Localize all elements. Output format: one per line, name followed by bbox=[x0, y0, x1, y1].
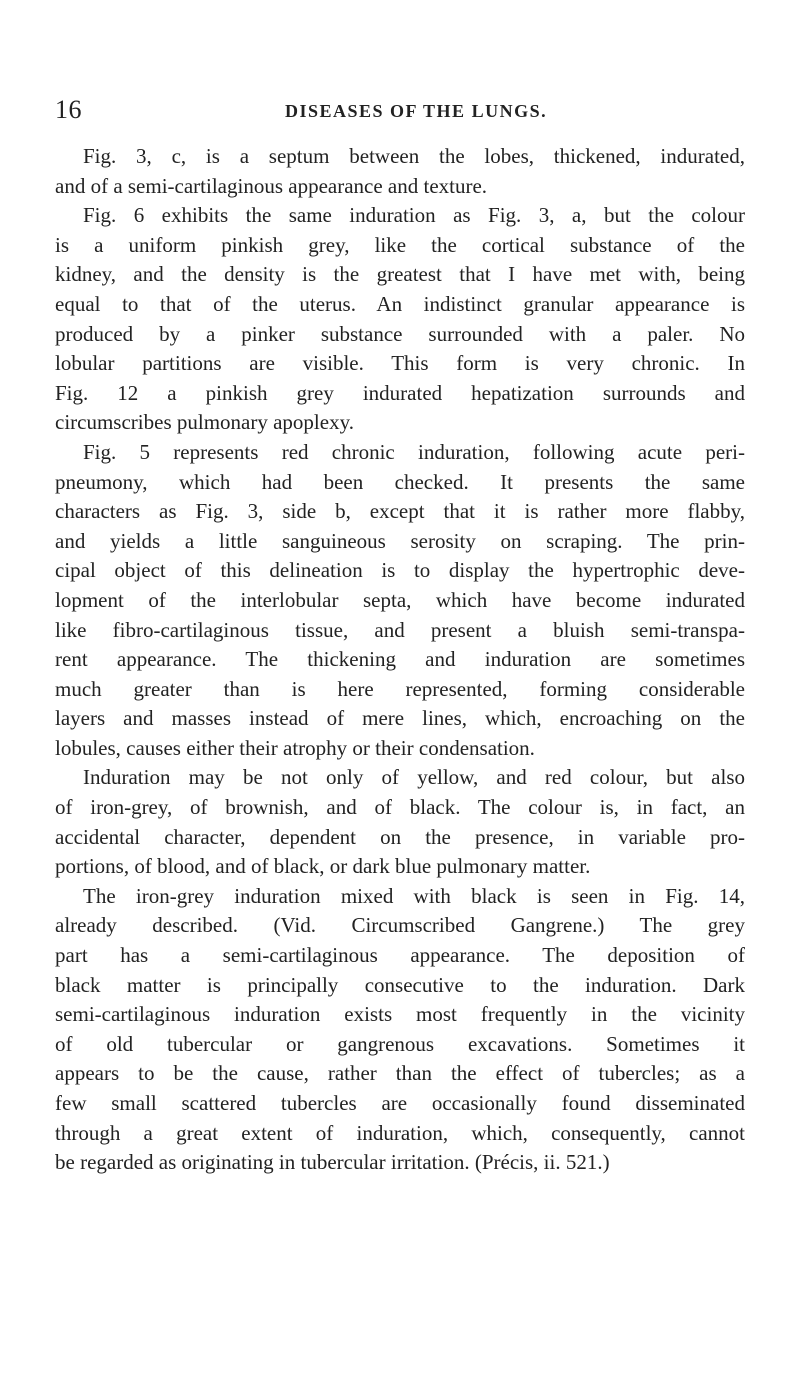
text-line: and of a semi-cartilaginous appearance and texture. bbox=[55, 173, 488, 198]
text-line: lopment of the interlobular septa, which have become indurated bbox=[55, 587, 745, 612]
text-line: part has a semi-cartilaginous appearance. The deposition of bbox=[55, 943, 745, 968]
text-line: accidental character, dependent on the presence, in variable pro- bbox=[55, 824, 745, 849]
text-line: like fibro-cartilaginous tissue, and present a bluish semi-transpa- bbox=[55, 617, 745, 642]
text-line: Fig. 12 a pinkish grey indurated hepatization surrounds and bbox=[55, 380, 745, 405]
text-line: Fig. 5 represents red chronic induration, following acute peri- bbox=[83, 439, 745, 464]
text-line: be regarded as originating in tubercular irritation. (Précis, ii. 521.) bbox=[55, 1150, 610, 1175]
text-line: black matter is principally consecutive to the induration. Dark bbox=[55, 972, 745, 997]
text-line: characters as Fig. 3, side b, except that it is rather more flabby, bbox=[55, 499, 745, 524]
text-line: of old tubercular or gangrenous excavations. Sometimes it bbox=[55, 1031, 745, 1056]
text-line: layers and masses instead of mere lines, which, encroaching on the bbox=[55, 706, 745, 731]
text-line: through a great extent of induration, which, consequently, cannot bbox=[55, 1120, 745, 1145]
text-line: appears to be the cause, rather than the effect of tubercles; as a bbox=[55, 1061, 745, 1086]
text-line: lobular partitions are visible. This form is very chronic. In bbox=[55, 351, 745, 376]
text-line: and yields a little sanguineous serosity on scraping. The prin- bbox=[55, 528, 745, 553]
text-line: cipal object of this delineation is to display the hypertrophic deve- bbox=[55, 558, 745, 583]
text-line: Fig. 6 exhibits the same induration as Fig. 3, a, but the colour bbox=[83, 203, 745, 228]
text-line: Fig. 3, c, is a septum between the lobes, thickened, indurated, bbox=[83, 144, 745, 168]
text-line: rent appearance. The thickening and induration are sometimes bbox=[55, 647, 745, 672]
text-line: much greater than is here represented, forming considerable bbox=[55, 676, 745, 701]
page-header bbox=[55, 94, 745, 126]
text-line: circumscribes pulmonary apoplexy. bbox=[55, 410, 354, 435]
text-line: portions, of blood, and of black, or dark blue pulmonary matter. bbox=[55, 854, 591, 879]
text-line: few small scattered tubercles are occasionally found disseminated bbox=[55, 1091, 745, 1115]
text-line: lobules, causes either their atrophy or their condensation. bbox=[55, 735, 535, 760]
text-line: already described. (Vid. Circumscribed Gangrene.) The grey bbox=[55, 913, 745, 938]
body-text bbox=[55, 142, 745, 1178]
text-line: of iron-grey, of brownish, and of black. The colour is, in fact, an bbox=[55, 795, 745, 820]
text-line: equal to that of the uterus. An indistinct granular appearance is bbox=[55, 291, 745, 316]
text-line: The iron-grey induration mixed with black is seen in Fig. 14, bbox=[83, 883, 745, 908]
text-line: semi-cartilaginous induration exists most frequently in the vicinity bbox=[55, 1002, 745, 1027]
text-line: kidney, and the density is the greatest that I have met with, being bbox=[55, 262, 745, 287]
page-number: 16 bbox=[55, 95, 82, 124]
text-line: is a uniform pinkish grey, like the cortical substance of the bbox=[55, 232, 745, 257]
running-title: DISEASES OF THE LUNGS. bbox=[285, 101, 548, 121]
text-line: Induration may be not only of yellow, and red colour, but also bbox=[83, 765, 745, 790]
text-line: pneumony, which had been checked. It presents the same bbox=[55, 469, 745, 494]
text-line: produced by a pinker substance surrounded with a paler. No bbox=[55, 321, 745, 346]
